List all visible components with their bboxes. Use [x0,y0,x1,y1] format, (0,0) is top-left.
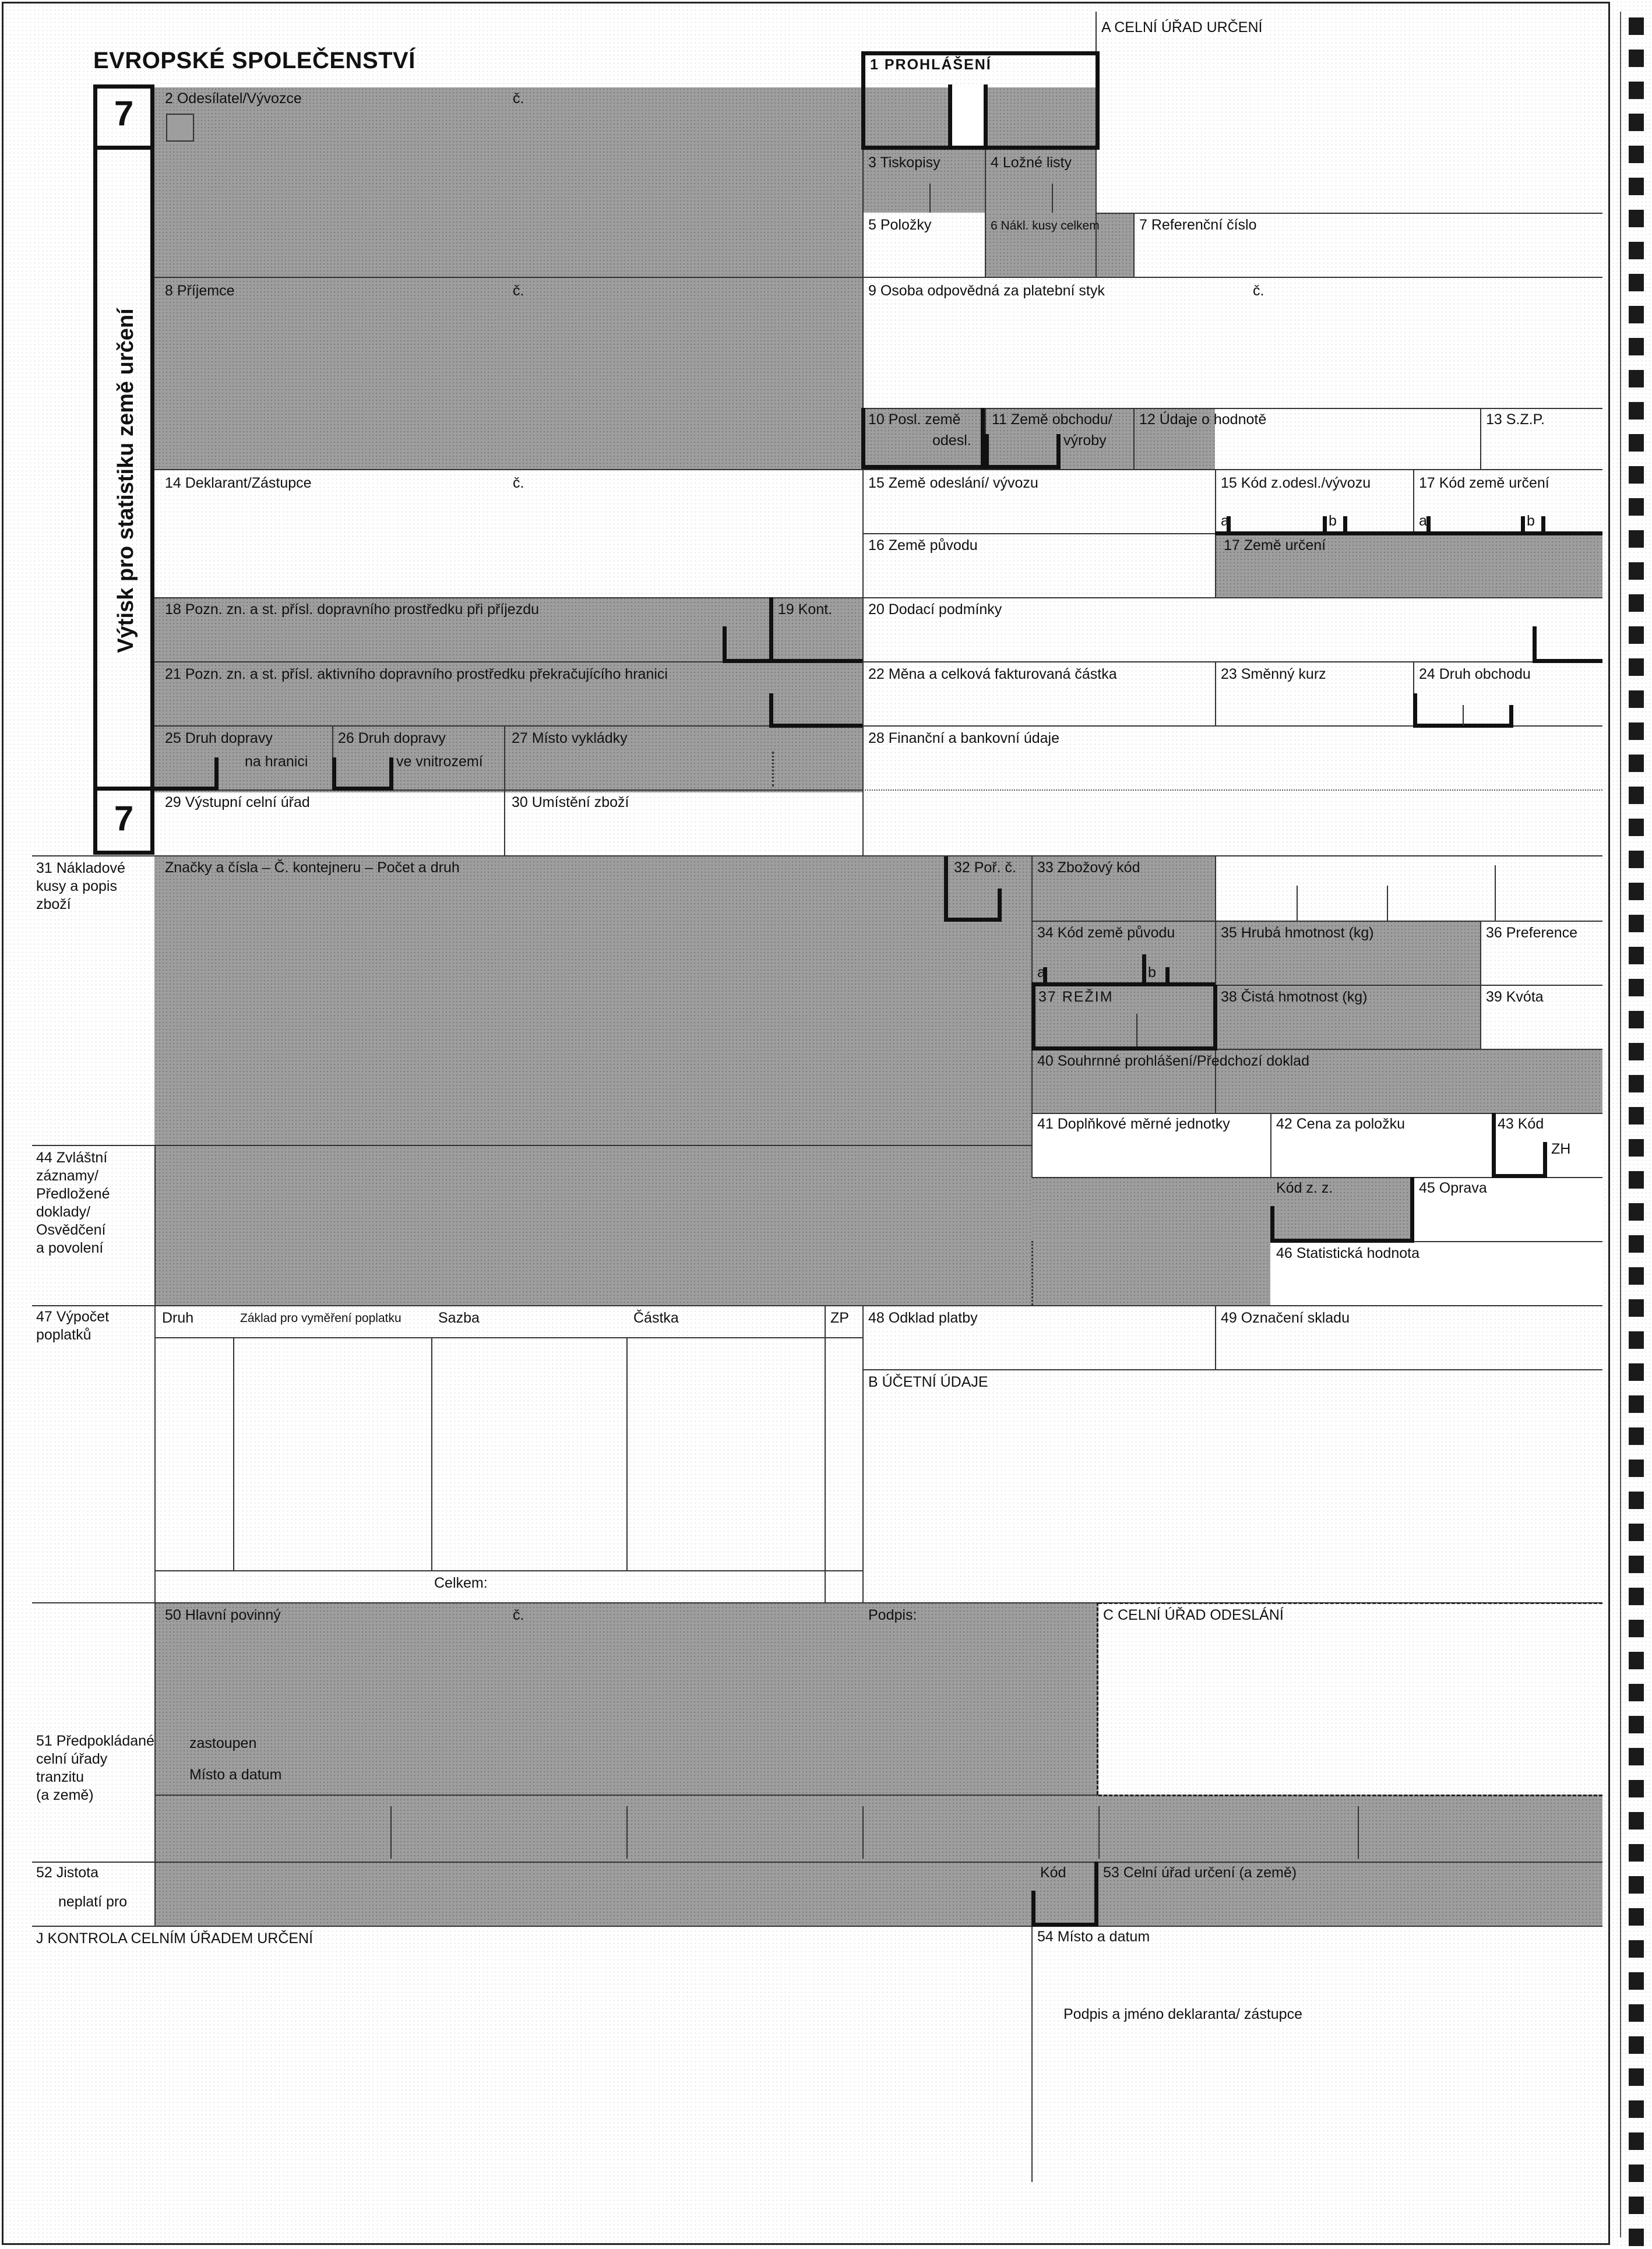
field-26-suffix: ve vnitrozemí [396,753,483,770]
field-11-trading-country[interactable]: 11 Země obchodu/ [992,411,1112,428]
perforation-mark [1629,1235,1644,1253]
perforation-mark [1629,2165,1644,2182]
field-47-col-mp: ZP [830,1310,849,1326]
field-17-code[interactable]: 17 Kód země určení [1419,475,1549,491]
perforation-mark [1629,851,1644,868]
copy-side-label: Výtisk pro statistiku země určení [114,308,138,653]
field-42-item-price[interactable]: 42 Cena za položku [1276,1116,1405,1132]
perforation-mark [1629,1652,1644,1669]
field-53-office-destination[interactable]: 53 Celní úřad určení (a země) [1103,1864,1297,1881]
perforation-mark [1629,626,1644,644]
sender-checkbox[interactable] [166,114,194,142]
field-34-sub-b: b [1148,964,1156,981]
field-45-adjustment[interactable]: 45 Oprava [1419,1180,1487,1196]
shade-goods-description [154,856,1031,1305]
perforation-mark [1629,755,1644,772]
field-10-last-country[interactable]: 10 Posl. země [868,411,961,428]
form-title: EVROPSKÉ SPOLEČENSTVÍ [93,48,415,73]
field-35-gross-mass[interactable]: 35 Hrubá hmotnost (kg) [1221,925,1374,941]
perforation-mark [1629,915,1644,932]
perforation-mark [1629,434,1644,452]
field-19-container[interactable]: 19 Kont. [778,601,833,618]
field-52-guarantee: 52 Jistota [36,1864,99,1881]
field-8-number: č. [513,283,524,299]
field-2-number: č. [513,90,524,107]
field-21-active-transport[interactable]: 21 Pozn. zn. a st. přísl. aktivního dopravního prostředku překračujícího hranici [165,666,668,682]
field-50-number: č. [513,1607,524,1623]
field-44-special-mentions: 44 Zvláštní záznamy/ Předložené doklady/ Osvědčení a povolení [36,1150,110,1256]
perforation-mark [1629,690,1644,708]
perforation-mark [1629,17,1644,35]
field-13-cap[interactable]: 13 S.Z.P. [1486,411,1545,428]
perforation-mark [1629,1171,1644,1189]
field-17-sub-b: b [1527,513,1535,529]
field-43-zh: ZH [1551,1141,1571,1157]
perforation-mark [1629,402,1644,420]
perforation-mark [1629,1940,1644,1958]
field-50-represented: zastoupen [189,1735,257,1751]
shade-guarantee [154,1862,1602,1926]
perforation-mark [1629,787,1644,804]
field-18-transport-arrival[interactable]: 18 Pozn. zn. a st. přísl. dopravního prostředku při příjezdu [165,601,540,618]
perforation-mark [1629,1139,1644,1157]
field-5-items[interactable]: 5 Položky [868,217,932,233]
field-48-deferred-payment[interactable]: 48 Odklad platby [868,1310,978,1326]
perforation-mark [1629,722,1644,740]
field-47-total: Celkem: [434,1575,488,1591]
perforation-mark [1629,1107,1644,1124]
field-46-statistical-value[interactable]: 46 Statistická hodnota [1276,1245,1419,1261]
field-32-item-number[interactable]: 32 Poř. č. [954,859,1016,876]
copy-number-top: 7 [114,94,134,133]
field-34-sub-a: a [1037,964,1045,981]
field-6-total-packages[interactable]: 6 Nákl. kusy celkem [991,219,1100,232]
perforation-mark [1629,2004,1644,2022]
field-37-procedure[interactable]: 37 REŽIM [1038,989,1114,1005]
field-29-office-exit[interactable]: 29 Výstupní celní úřad [165,794,310,810]
field-47-col-amount: Částka [633,1310,679,1326]
field-17-sub-a: a [1419,513,1427,529]
perforation-mark [1629,1395,1644,1413]
perforation-mark [1629,2229,1644,2246]
perforation-mark [1629,1908,1644,1926]
field-36-preference[interactable]: 36 Preference [1486,925,1578,941]
field-15-sub-b: b [1329,513,1337,529]
perforation-mark [1629,50,1644,67]
perforation-mark [1629,562,1644,580]
perforation-mark [1629,1363,1644,1381]
field-10-suffix: odesl. [932,432,971,449]
perforation-mark [1629,530,1644,548]
field-1-declaration: 1 PROHLÁŠENÍ [870,57,992,73]
field-33-commodity-code[interactable]: 33 Zbožový kód [1037,859,1140,876]
shade-sender-consignee [154,87,862,469]
field-2-sender[interactable]: 2 Odesílatel/Vývozce [165,90,302,107]
perforation-mark [1629,1780,1644,1797]
field-54-signature[interactable]: Podpis a jméno deklaranta/ zástupce [1063,2006,1302,2022]
field-14-number: č. [513,475,524,491]
perforation-mark [1629,2132,1644,2150]
field-28-financial-bank[interactable]: 28 Finanční a bankovní údaje [868,730,1060,746]
perforation-mark [1629,1876,1644,1894]
perforation-mark [1629,1492,1644,1509]
field-52-not-valid: neplatí pro [58,1894,128,1910]
perforation-mark [1629,274,1644,291]
perforation-mark [1629,819,1644,836]
perforation-mark [1629,1844,1644,1862]
field-9-number: č. [1253,283,1264,299]
perforation-mark [1629,338,1644,355]
perforation-mark [1629,1427,1644,1445]
perforation-mark [1629,1716,1644,1733]
field-34-origin-code[interactable]: 34 Kód země původu [1037,925,1175,941]
perforation-mark [1629,146,1644,163]
field-16-country-origin[interactable]: 16 Země původu [868,537,978,554]
field-51-transit-offices: 51 Předpokládané celní úřady tranzitu (a země) [36,1733,154,1803]
perforation-mark [1629,1011,1644,1028]
field-30-location-goods[interactable]: 30 Umístění zboží [512,794,629,810]
perforation-mark [1629,82,1644,99]
field-15-country-dispatch[interactable]: 15 Země odeslání/ vývozu [868,475,1038,491]
field-22-currency-amount[interactable]: 22 Měna a celková fakturovaná částka [868,666,1117,682]
perforation-mark [1629,1043,1644,1060]
perforation-mark [1629,1203,1644,1221]
field-24-transaction-nature[interactable]: 24 Druh obchodu [1419,666,1531,682]
field-25-suffix: na hranici [245,753,308,770]
perforation-mark [1629,658,1644,676]
field-31-header[interactable]: Značky a čísla – Č. kontejneru – Počet a druh [165,859,460,876]
field-9-financial-person[interactable]: 9 Osoba odpovědná za platební styk [868,283,1105,299]
field-b-accounting[interactable]: B ÚČETNÍ ÚDAJE [868,1374,988,1390]
shade-special-code [1031,1177,1410,1241]
field-44-code[interactable]: Kód z. z. [1276,1180,1333,1196]
perforation-mark [1629,883,1644,900]
field-7-reference[interactable]: 7 Referenční číslo [1139,217,1257,233]
field-27-place-unloading[interactable]: 27 Místo vykládky [512,730,628,746]
shade-transit-offices [154,1795,1602,1862]
field-23-exchange-rate[interactable]: 23 Směnný kurz [1221,666,1326,682]
perforation-mark [1629,114,1644,131]
perforation-mark [1629,1075,1644,1092]
field-20-delivery-terms[interactable]: 20 Dodací podmínky [868,601,1002,618]
field-50-place-date: Místo a datum [189,1767,282,1783]
perforation-mark [1629,242,1644,259]
perforation-mark [1629,1748,1644,1765]
field-14-declarant[interactable]: 14 Deklarant/Zástupce [165,475,312,491]
perforation-mark [1629,1524,1644,1541]
perforation-mark [1629,210,1644,227]
field-3-forms[interactable]: 3 Tiskopisy [868,154,941,171]
perforation-mark [1629,1299,1644,1317]
field-47-col-rate: Sazba [438,1310,480,1326]
field-25-transport-border[interactable]: 25 Druh dopravy [165,730,273,746]
field-41-supplementary-units[interactable]: 41 Doplňkové měrné jednotky [1037,1116,1230,1132]
field-12-value-details[interactable]: 12 Údaje o hodnotě [1139,411,1267,428]
field-47-col-base: Základ pro vyměření poplatku [240,1312,401,1325]
perforation-mark [1629,370,1644,387]
perforation-mark [1629,2036,1644,2054]
field-43-code[interactable]: 43 Kód [1498,1116,1544,1132]
perforation-mark [1629,1331,1644,1349]
field-40-summary-declaration[interactable]: 40 Souhrnné prohlášení/Předchozí doklad [1037,1053,1309,1069]
field-c-office-departure[interactable]: C CELNÍ ÚŘAD ODESLÁNÍ [1103,1607,1284,1623]
perforation-mark [1629,2197,1644,2214]
perforation-mark [1629,1684,1644,1701]
field-a-office-destination: A CELNÍ ÚŘAD URČENÍ [1101,19,1263,36]
perforation-mark [1629,1267,1644,1285]
perforation-mark [1629,1972,1644,1990]
perforation-mark [1629,2100,1644,2118]
field-26-transport-inland[interactable]: 26 Druh dopravy [338,730,446,746]
perforation-mark [1629,466,1644,484]
field-47-calculation-taxes: 47 Výpočet poplatků [36,1309,110,1343]
field-8-consignee[interactable]: 8 Příjemce [165,283,235,299]
field-52-code[interactable]: Kód [1040,1864,1066,1881]
field-j-control[interactable]: J KONTROLA CELNÍM ÚŘADEM URČENÍ [36,1930,314,1947]
perforation-mark [1629,1460,1644,1477]
copy-number-bottom: 7 [114,799,134,838]
field-50-signature: Podpis: [868,1607,917,1623]
perforation-mark [1629,1620,1644,1637]
shade-special-lower [1031,1241,1270,1305]
field-15-code[interactable]: 15 Kód z.odesl./vývozu [1221,475,1371,491]
perforation-mark [1629,178,1644,195]
field-4-loading-lists[interactable]: 4 Ložné listy [991,154,1072,171]
field-50-principal[interactable]: 50 Hlavní povinný [165,1607,281,1623]
perforation-mark [1629,1556,1644,1573]
field-54-place-date[interactable]: 54 Místo a datum [1037,1929,1150,1945]
field-31-packages-description: 31 Nákladové kusy a popis zboží [36,860,125,912]
field-11-suffix: výroby [1063,432,1107,449]
perforation-mark [1629,498,1644,516]
perforation-mark [1629,2068,1644,2086]
field-39-quota[interactable]: 39 Kvóta [1486,989,1544,1005]
field-47-col-type: Druh [162,1310,194,1326]
perforation-mark [1629,979,1644,996]
field-17-country-destination[interactable]: 17 Země určení [1224,537,1326,554]
perforation-mark [1629,947,1644,964]
perforation-mark [1629,1812,1644,1829]
perforation-mark [1629,306,1644,323]
field-15-sub-a: a [1221,513,1229,529]
field-49-warehouse[interactable]: 49 Označení skladu [1221,1310,1350,1326]
perforation-mark [1629,1588,1644,1605]
field-38-net-mass[interactable]: 38 Čistá hmotnost (kg) [1221,989,1368,1005]
perforation-mark [1629,594,1644,612]
shade-principal [154,1602,1098,1795]
